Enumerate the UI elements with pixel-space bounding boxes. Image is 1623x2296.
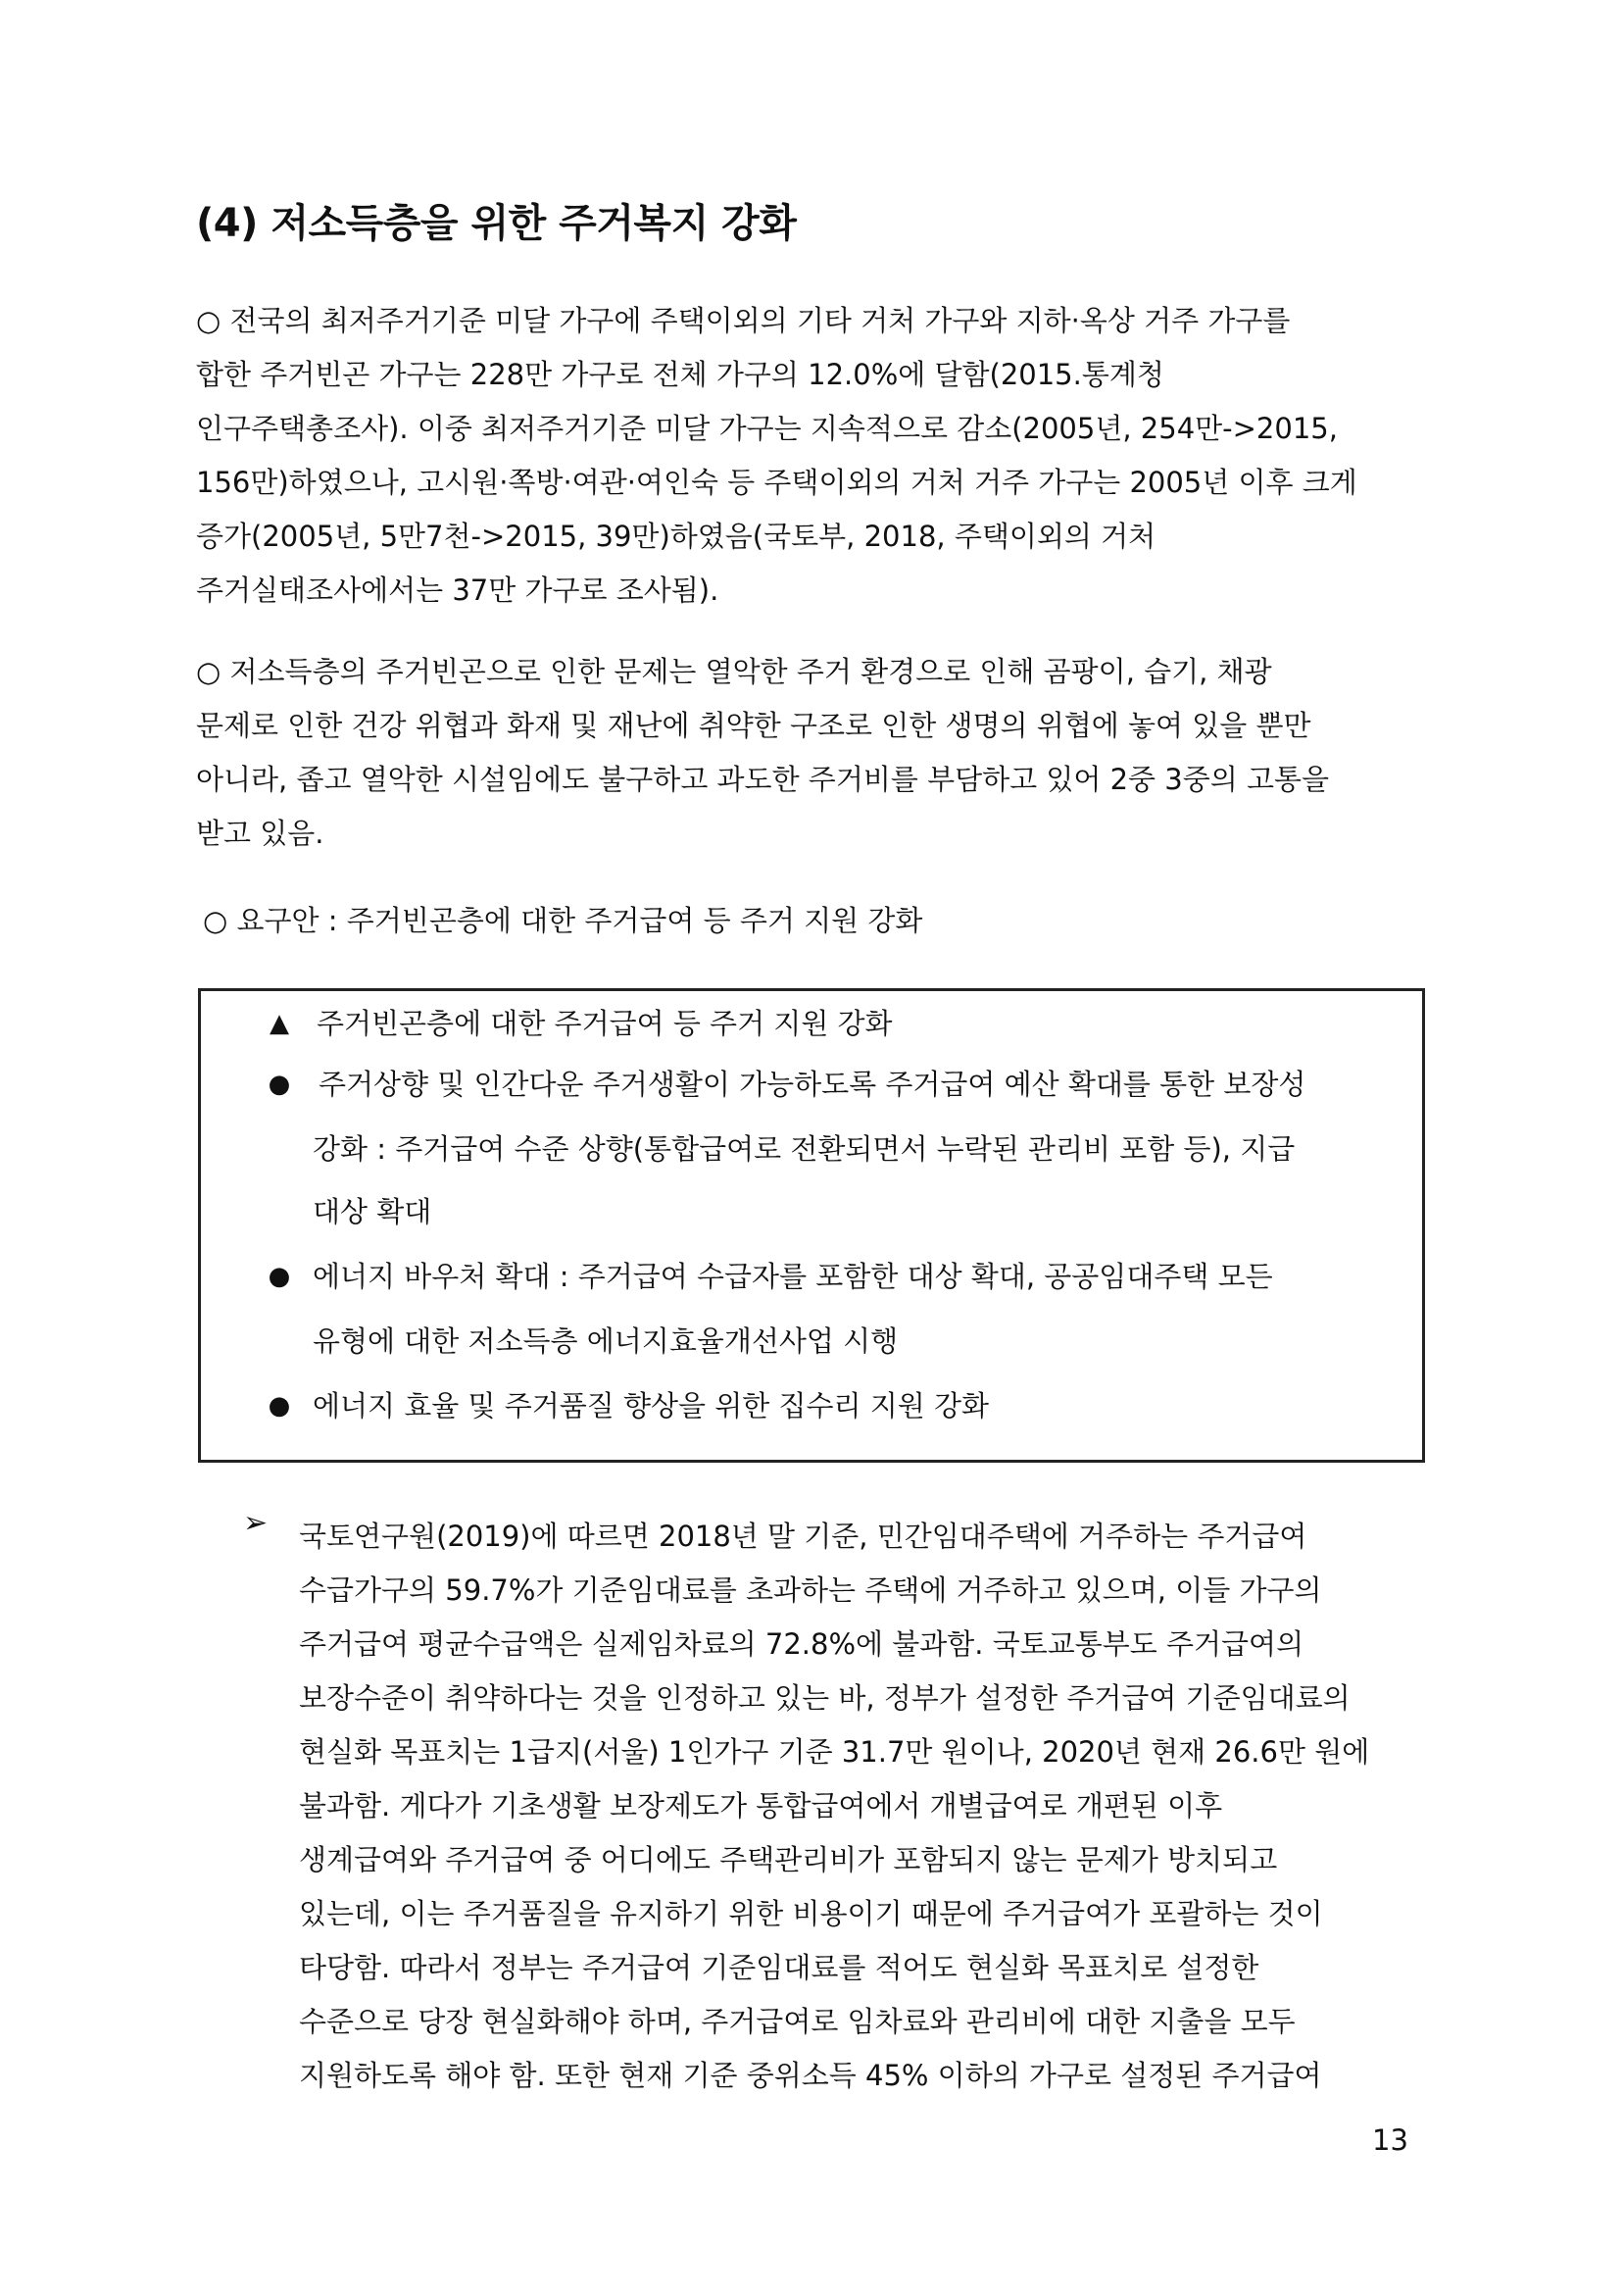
- note-line: 있는데, 이는 주거품질을 유지하기 위한 비용이기 때문에 주거급여가 포괄하는 것이: [299, 1897, 1323, 1930]
- arrow-bullet-icon: ➢: [243, 1506, 269, 1540]
- section-heading: (4) 저소득층을 위한 주거복지 강화: [196, 201, 797, 246]
- note-line: 타당함. 따라서 정부는 주거급여 기준임대료를 적어도 현실화 목표치로 설정한: [299, 1951, 1259, 1984]
- page-number: 13: [1372, 2123, 1408, 2157]
- paragraph-line: 받고 있음.: [196, 817, 324, 850]
- note-line: 생계급여와 주거급여 중 어디에도 주택관리비가 포함되지 않는 문제가 방치되고: [299, 1843, 1278, 1876]
- paragraph-line: 합한 주거빈곤 가구는 228만 가구로 전체 가구의 12.0%에 달함(2015.통계청: [196, 358, 1164, 391]
- note-line: 보장수준이 취약하다는 것을 인정하고 있는 바, 정부가 설정한 주거급여 기준임대료의: [299, 1681, 1351, 1715]
- paragraph-line: 주거실태조사에서는 37만 가구로 조사됨).: [196, 574, 719, 607]
- paragraph-housing-poverty-problems: [196, 645, 1470, 861]
- box-item-text: 에너지 바우처 확대 : 주거급여 수급자를 포함한 대상 확대, 공공임대주택 모든: [313, 1260, 1273, 1293]
- paragraph-line: 증가(2005년, 5만7천->2015, 39만)하였음(국토부, 2018, 주택이외의 거처: [196, 520, 1156, 553]
- demand-line: [203, 894, 1477, 948]
- box-title-row: [201, 997, 1422, 1051]
- box-item-text: 강화 : 주거급여 수준 상향(통합급여로 전환되면서 누락된 관리비 포함 등), 지급: [313, 1132, 1296, 1166]
- box-item-text: 주거상향 및 인간다운 주거생활이 가능하도록 주거급여 예산 확대를 통한 보장성: [319, 1068, 1306, 1101]
- note-line: 수급가구의 59.7%가 기준임대료를 초과하는 주택에 거주하고 있으며, 이들 가구의: [299, 1573, 1322, 1607]
- note-line: 지원하도록 해야 함. 또한 현재 기준 중위소득 45% 이하의 가구로 설정된 주거급여: [299, 2059, 1322, 2092]
- bullet-icon: ●: [268, 1070, 291, 1099]
- note-line: 국토연구원(2019)에 따르면 2018년 말 기준, 민간임대주택에 거주하는 주거급여: [299, 1520, 1307, 1553]
- note-line: 주거급여 평균수급액은 실제임차료의 72.8%에 불과함. 국토교통부도 주거급여의: [299, 1627, 1304, 1661]
- demand-box: [198, 988, 1425, 1463]
- box-item-text: 에너지 효율 및 주거품질 향상을 위한 집수리 지원 강화: [313, 1389, 990, 1423]
- paragraph-line: ○ 전국의 최저주거기준 미달 가구에 주택이외의 기타 거처 가구와 지하·옥상 거주 가구를: [196, 304, 1291, 337]
- paragraph-line: 인구주택총조사). 이중 최저주거기준 미달 가구는 지속적으로 감소(2005년, 254만->2015,: [196, 412, 1338, 445]
- note-line: 수준으로 당장 현실화해야 하며, 주거급여로 임차료와 관리비에 대한 지출을 모두: [299, 2005, 1296, 2038]
- paragraph-line: ○ 저소득층의 주거빈곤으로 인한 문제는 열악한 주거 환경으로 인해 곰팡이, 습기, 채광: [196, 655, 1272, 688]
- paragraph-line: 아니라, 좁고 열악한 시설임에도 불구하고 과도한 주거비를 부담하고 있어 2중 3중의 고통을: [196, 763, 1330, 796]
- note-line: 불과함. 게다가 기초생활 보장제도가 통합급여에서 개별급여로 개편된 이후: [299, 1789, 1223, 1822]
- box-item-2-cont: [201, 1315, 1422, 1369]
- paragraph-line: 156만)하였으나, 고시원·쪽방·여관·여인숙 등 주택이외의 거처 거주 가구는 2005년 이후 크게: [196, 466, 1357, 499]
- box-title: 주거빈곤층에 대한 주거급여 등 주거 지원 강화: [317, 1007, 893, 1040]
- bullet-icon: ●: [268, 1391, 291, 1421]
- bullet-icon: ●: [268, 1262, 291, 1291]
- box-item-2: [201, 1250, 1422, 1304]
- box-item-text: 유형에 대한 저소득층 에너지효율개선사업 시행: [313, 1324, 899, 1358]
- demand-text: ○ 요구안 : 주거빈곤층에 대한 주거급여 등 주거 지원 강화: [203, 904, 923, 937]
- paragraph-line: 문제로 인한 건강 위협과 화재 및 재난에 취약한 구조로 인한 생명의 위협에 놓여 있을 뿐만: [196, 709, 1311, 742]
- paragraph-housing-poverty-stats: [196, 294, 1470, 618]
- box-item-1-cont: [201, 1123, 1422, 1176]
- box-item-1-cont: [201, 1185, 1422, 1239]
- research-note: [299, 1510, 1475, 2103]
- box-item-text: 대상 확대: [313, 1195, 432, 1228]
- note-line: 현실화 목표치는 1급지(서울) 1인가구 기준 31.7만 원이나, 2020년 현재 26.6만 원에: [299, 1735, 1370, 1769]
- box-item-1: [201, 1058, 1422, 1112]
- triangle-icon: ▲: [270, 1009, 289, 1038]
- box-item-3: [201, 1379, 1422, 1433]
